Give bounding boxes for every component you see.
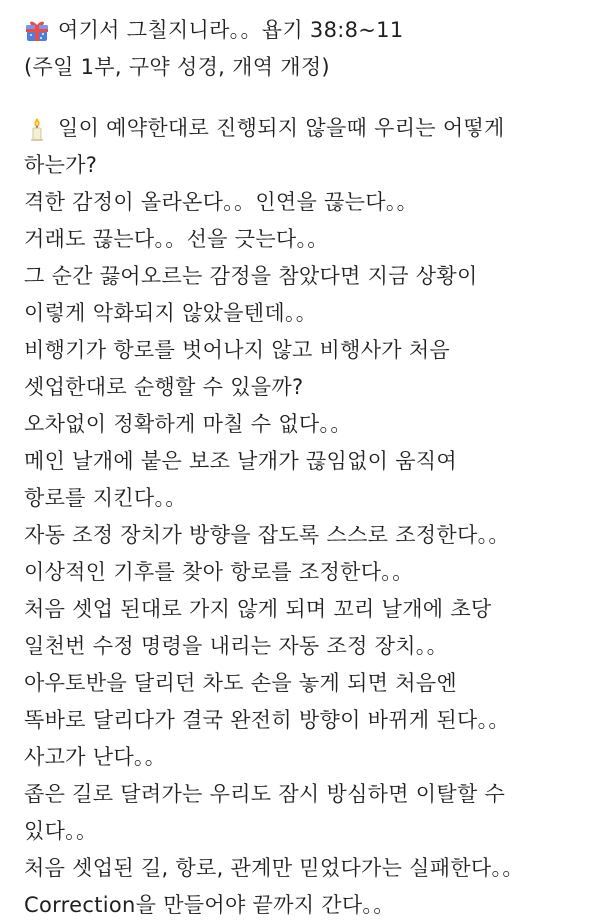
title-text: 여기서 그칠지니라。。욥기 38:8~11: [58, 18, 404, 42]
body-line-11: 자동 조정 장치가 방향을 잡도록 스스로 조정한다。。: [24, 523, 510, 547]
body-first-line: [24, 110, 582, 147]
body-line-1: 하는가?: [24, 153, 98, 177]
body-line-12: 이상적인 기후를 찾아 항로를 조정한다。。: [24, 560, 414, 584]
subtitle-line: [24, 49, 582, 86]
body-line-13: 처음 셋업 된대로 가지 않게 되며 꼬리 날개에 초당: [24, 597, 492, 621]
body-line-2: 격한 감정이 올라온다。。인연을 끊는다。。: [24, 190, 418, 214]
body-line-20: 처음 셋업된 길, 항로, 관계만 믿었다가는 실패한다。。: [24, 856, 524, 880]
body-first-text: 일이 예약한대로 진행되지 않을때 우리는 어떻게: [58, 116, 505, 140]
body-line-17: 사고가 난다。。: [24, 745, 167, 769]
body-line-21: Correction을 만들어야 끝까지 간다。。: [24, 893, 395, 917]
body-line-5: 이렇게 악화되지 않았을텐데。。: [24, 301, 318, 325]
body-line-7: 셋업한대로 순행할 수 있을까?: [24, 375, 304, 399]
body-line-16: 똑바로 달리다가 결국 완전히 방향이 바뀌게 된다。。: [24, 708, 510, 732]
body-line-18: 좁은 길로 달려가는 우리도 잠시 방심하면 이탈할 수: [24, 782, 506, 806]
body-line-9: 메인 날개에 붙은 보조 날개가 끊임없이 움직여: [24, 449, 457, 473]
subtitle-text: (주일 1부, 구약 성경, 개역 개정): [24, 55, 330, 79]
body-line-6: 비행기가 항로를 벗어나지 않고 비행사가 처음: [24, 338, 451, 362]
body-line-15: 아우토반을 달리던 차도 손을 놓게 되면 처음엔: [24, 671, 457, 695]
body-line-3: 거래도 끊는다。。선을 긋는다。。: [24, 227, 329, 251]
title-line: [24, 12, 582, 49]
body-line-4: 그 순간 끓어오르는 감정을 참았다면 지금 상황이: [24, 264, 478, 288]
candle-icon: [24, 116, 50, 142]
gift-icon: [24, 18, 50, 44]
spacer: [24, 86, 582, 110]
body-line-8: 오차없이 정확하게 마칠 수 없다。。: [24, 412, 352, 436]
body-line-19: 있다。。: [24, 819, 98, 843]
body-line-10: 항로를 지킨다。。: [24, 486, 187, 510]
body-line-14: 일천번 수정 명령을 내리는 자동 조정 장치。。: [24, 634, 448, 658]
